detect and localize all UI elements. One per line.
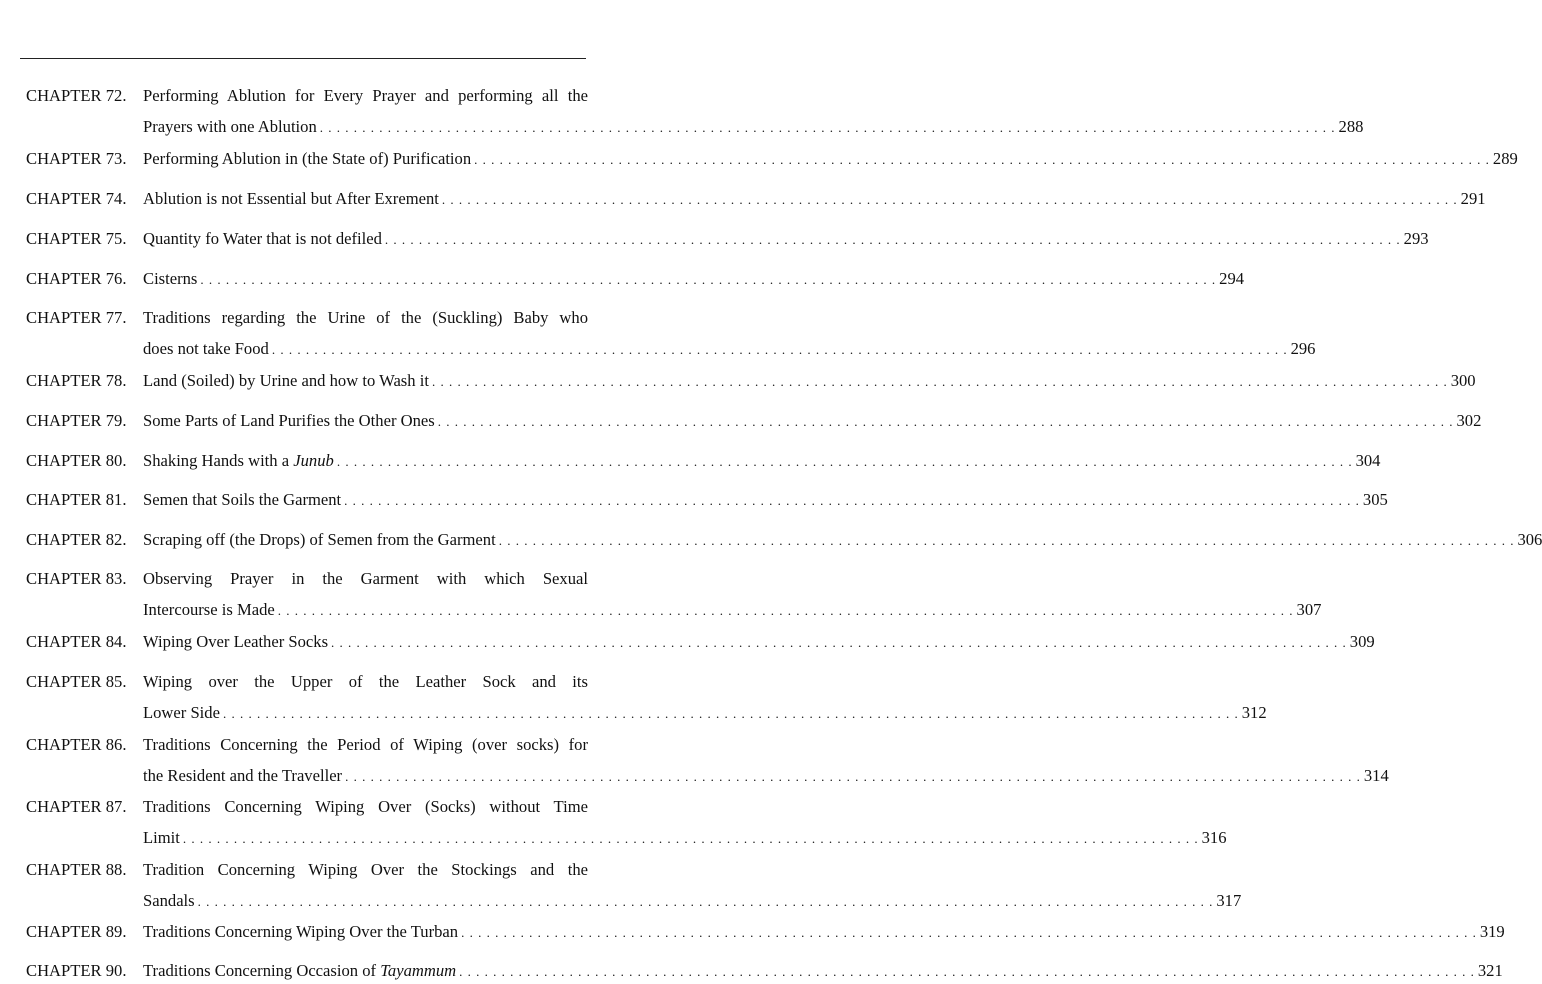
chapter-title-line: Performing Ablution for Every Prayer and performing all the (143, 86, 588, 105)
dot-leader: . . . . . . . . . . . . . . . . . . . . . . . . . . . . . . . . . . . . . . . . . . . . . . . . . . . . . . . . . . . . . . . . . . . . . . . . . . . . . . . . . . . . . . . . . . . . . . . . . . . . . . . . . . . . . . . . . . . . . . . . (459, 964, 1475, 979)
chapter-number: CHAPTER 80. (26, 451, 127, 470)
dot-leader: . . . . . . . . . . . . . . . . . . . . . . . . . . . . . . . . . . . . . . . . . . . . . . . . . . . . . . . . . . . . . . . . . . . . . . . . . . . . . . . . . . . . . . . . . . . . . . . . . . . . . . . . . . . . . . . . . . . . . . . . (345, 769, 1361, 784)
toc-entry[interactable] (26, 449, 1381, 474)
chapter-title: Some Parts of Land Purifies the Other Ones (143, 411, 435, 430)
page-number: 291 (1460, 189, 1486, 208)
dot-leader: . . . . . . . . . . . . . . . . . . . . . . . . . . . . . . . . . . . . . . . . . . . . . . . . . . . . . . . . . . . . . . . . . . . . . . . . . . . . . . . . . . . . . . . . . . . . . . . . . . . . . . . . . . . . . . . . . . . . . . . . (222, 706, 1239, 721)
chapter-title-line: Wiping over the Upper of the Leather Sock and its (143, 672, 588, 691)
toc-entry[interactable] (26, 733, 1389, 789)
chapter-title-block (143, 187, 1486, 212)
chapter-title: Quantity fo Water that is not defiled (143, 229, 382, 248)
toc-entry[interactable] (26, 488, 1388, 513)
dot-leader: . . . . . . . . . . . . . . . . . . . . . . . . . . . . . . . . . . . . . . . . . . . . . . . . . . . . . . . . . . . . . . . . . . . . . . . . . . . . . . . . . . . . . . . . . . . . . . . . . . . . . . . . . . . . . . . . . . . . . . . . (200, 272, 1217, 287)
page-number: 317 (1216, 891, 1242, 910)
chapter-number: CHAPTER 75. (26, 229, 127, 248)
chapter-title-italic: Tayammum (380, 961, 457, 980)
chapter-title: does not take Food (143, 339, 269, 358)
page-number: 312 (1241, 703, 1267, 722)
toc-entry[interactable] (26, 267, 1245, 292)
dot-leader: . . . . . . . . . . . . . . . . . . . . . . . . . . . . . . . . . . . . . . . . . . . . . . . . . . . . . . . . . . . . . . . . . . . . . . . . . . . . . . . . . . . . . . . . . . . . . . . . . . . . . . . . . . . . . . . . . . . . . . . . (344, 493, 1360, 508)
chapter-title: Cisterns (143, 269, 198, 288)
page-number: 314 (1363, 766, 1389, 785)
chapter-number: CHAPTER 77. (26, 308, 127, 327)
chapter-title: Ablution is not Essential but After Exrement (143, 189, 439, 208)
chapter-title-line: Traditions regarding the Urine of the (Suckling) Baby who (143, 308, 588, 327)
chapter-title-block (143, 449, 1381, 474)
chapter-title-block (143, 670, 1267, 726)
top-rule (20, 58, 586, 59)
chapter-title-block (143, 920, 1505, 945)
chapter-title-block (143, 84, 1364, 140)
chapter-title: Traditions Concerning Wiping Over the Turban (143, 922, 459, 941)
chapter-title: Intercourse is Made (143, 600, 275, 619)
page-number: 289 (1492, 149, 1518, 168)
chapter-number: CHAPTER 88. (26, 860, 127, 879)
chapter-number: CHAPTER 76. (26, 269, 127, 288)
chapter-number: CHAPTER 81. (26, 490, 127, 509)
chapter-title-line: Tradition Concerning Wiping Over the Stockings and the (143, 860, 588, 879)
chapter-number: CHAPTER 82. (26, 530, 127, 549)
chapter-title-block (143, 369, 1476, 394)
chapter-title: Scraping off (the Drops) of Semen from the Garment (143, 530, 496, 549)
toc-entry[interactable] (26, 409, 1482, 434)
page-number: 316 (1201, 828, 1227, 847)
chapter-title-block (143, 227, 1429, 252)
chapter-title: Shaking Hands with a (143, 451, 294, 470)
chapter-title: Semen that Soils the Garment (143, 490, 342, 509)
toc-entry[interactable] (26, 187, 1486, 212)
chapter-title-block (143, 306, 1316, 362)
chapter-title-block (143, 488, 1388, 513)
chapter-title-line: Observing Prayer in the Garment with which Sexual (143, 569, 588, 588)
dot-leader: . . . . . . . . . . . . . . . . . . . . . . . . . . . . . . . . . . . . . . . . . . . . . . . . . . . . . . . . . . . . . . . . . . . . . . . . . . . . . . . . . . . . . . . . . . . . . . . . . . . . . . . . . . . . . . . . . . . . . . . . (437, 414, 1454, 429)
chapter-title: Traditions Concerning Occasion of (143, 961, 381, 980)
page-number: 305 (1362, 490, 1388, 509)
dot-leader: . . . . . . . . . . . . . . . . . . . . . . . . . . . . . . . . . . . . . . . . . . . . . . . . . . . . . . . . . . . . . . . . . . . . . . . . . . . . . . . . . . . . . . . . . . . . . . . . . . . . . . . . . . . . . . . . . . . . . . . . (474, 152, 1490, 167)
chapter-title-block (143, 733, 1389, 789)
page-number: 304 (1355, 451, 1381, 470)
dot-leader: . . . . . . . . . . . . . . . . . . . . . . . . . . . . . . . . . . . . . . . . . . . . . . . . . . . . . . . . . . . . . . . . . . . . . . . . . . . . . . . . . . . . . . . . . . . . . . . . . . . . . . . . . . . . . . . . . . . . . . . . (461, 925, 1477, 940)
chapter-title-block (143, 528, 1542, 553)
page-number: 321 (1477, 961, 1503, 980)
page-number: 288 (1338, 117, 1364, 136)
page-number: 300 (1450, 371, 1476, 390)
chapter-number: CHAPTER 90. (26, 961, 127, 980)
dot-leader: . . . . . . . . . . . . . . . . . . . . . . . . . . . . . . . . . . . . . . . . . . . . . . . . . . . . . . . . . . . . . . . . . . . . . . . . . . . . . . . . . . . . . . . . . . . . . . . . . . . . . . . . . . . . . . . . . . . . . . . . (384, 232, 1401, 247)
toc-entry[interactable] (26, 147, 1518, 172)
chapter-number: CHAPTER 87. (26, 797, 127, 816)
toc-entry[interactable] (26, 369, 1476, 394)
toc-entry[interactable] (26, 227, 1429, 252)
toc-entry[interactable] (26, 630, 1375, 655)
chapter-title: Prayers with one Ablution (143, 117, 317, 136)
chapter-number: CHAPTER 74. (26, 189, 127, 208)
chapter-title: Lower Side (143, 703, 220, 722)
toc-entry[interactable] (26, 567, 1322, 623)
chapter-number: CHAPTER 86. (26, 735, 127, 754)
chapter-title: Sandals (143, 891, 195, 910)
page-number: 309 (1349, 632, 1375, 651)
chapter-title-block (143, 630, 1375, 655)
chapter-title-block (143, 858, 1242, 914)
dot-leader: . . . . . . . . . . . . . . . . . . . . . . . . . . . . . . . . . . . . . . . . . . . . . . . . . . . . . . . . . . . . . . . . . . . . . . . . . . . . . . . . . . . . . . . . . . . . . . . . . . . . . . . . . . . . . . . . . . . . . . . . (319, 120, 1336, 135)
chapter-title: Performing Ablution in (the State of) Purification (143, 149, 472, 168)
chapter-title: Land (Soiled) by Urine and how to Wash it (143, 371, 429, 390)
chapter-title-line: Traditions Concerning the Period of Wiping (over socks) for (143, 735, 588, 754)
toc-entry[interactable] (26, 306, 1316, 362)
chapter-title-block (143, 959, 1503, 984)
page-number: 307 (1296, 600, 1322, 619)
page-number: 319 (1479, 922, 1505, 941)
dot-leader: . . . . . . . . . . . . . . . . . . . . . . . . . . . . . . . . . . . . . . . . . . . . . . . . . . . . . . . . . . . . . . . . . . . . . . . . . . . . . . . . . . . . . . . . . . . . . . . . . . . . . . . . . . . . . . . . . . . . . . . . (498, 533, 1515, 548)
chapter-number: CHAPTER 89. (26, 922, 127, 941)
chapter-title-line: Traditions Concerning Wiping Over (Socks) without Time (143, 797, 588, 816)
page-number: 294 (1219, 269, 1245, 288)
chapter-title-block (143, 795, 1227, 851)
chapter-title-block (143, 567, 1322, 623)
page-number: 306 (1517, 530, 1542, 549)
chapter-title: Limit (143, 828, 180, 847)
dot-leader: . . . . . . . . . . . . . . . . . . . . . . . . . . . . . . . . . . . . . . . . . . . . . . . . . . . . . . . . . . . . . . . . . . . . . . . . . . . . . . . . . . . . . . . . . . . . . . . . . . . . . . . . . . . . . . . . . . . . . . . . (271, 342, 1288, 357)
chapter-number: CHAPTER 84. (26, 632, 127, 651)
chapter-title-italic: Junub (293, 451, 334, 470)
toc-entry[interactable] (26, 920, 1505, 945)
dot-leader: . . . . . . . . . . . . . . . . . . . . . . . . . . . . . . . . . . . . . . . . . . . . . . . . . . . . . . . . . . . . . . . . . . . . . . . . . . . . . . . . . . . . . . . . . . . . . . . . . . . . . . . . . . . . . . . . . . . . . . . . (431, 374, 1448, 389)
toc-entry[interactable] (26, 84, 1364, 140)
toc-entry[interactable] (26, 959, 1503, 984)
chapter-title: the Resident and the Traveller (143, 766, 343, 785)
chapter-number: CHAPTER 85. (26, 672, 127, 691)
chapter-title-block (143, 147, 1518, 172)
chapter-title: Wiping Over Leather Socks (143, 632, 329, 651)
chapter-number: CHAPTER 83. (26, 569, 127, 588)
toc-entry[interactable] (26, 858, 1242, 914)
chapter-number: CHAPTER 78. (26, 371, 127, 390)
chapter-title-block (143, 267, 1245, 292)
toc-entry[interactable] (26, 670, 1267, 726)
dot-leader: . . . . . . . . . . . . . . . . . . . . . . . . . . . . . . . . . . . . . . . . . . . . . . . . . . . . . . . . . . . . . . . . . . . . . . . . . . . . . . . . . . . . . . . . . . . . . . . . . . . . . . . . . . . . . . . . . . . . . . . . (441, 192, 1458, 207)
dot-leader: . . . . . . . . . . . . . . . . . . . . . . . . . . . . . . . . . . . . . . . . . . . . . . . . . . . . . . . . . . . . . . . . . . . . . . . . . . . . . . . . . . . . . . . . . . . . . . . . . . . . . . . . . . . . . . . . . . . . . . . . (197, 894, 1214, 909)
dot-leader: . . . . . . . . . . . . . . . . . . . . . . . . . . . . . . . . . . . . . . . . . . . . . . . . . . . . . . . . . . . . . . . . . . . . . . . . . . . . . . . . . . . . . . . . . . . . . . . . . . . . . . . . . . . . . . . . . . . . . . . . (331, 635, 1347, 650)
dot-leader: . . . . . . . . . . . . . . . . . . . . . . . . . . . . . . . . . . . . . . . . . . . . . . . . . . . . . . . . . . . . . . . . . . . . . . . . . . . . . . . . . . . . . . . . . . . . . . . . . . . . . . . . . . . . . . . . . . . . . . . . (277, 603, 1294, 618)
page-number: 302 (1456, 411, 1482, 430)
chapter-number: CHAPTER 73. (26, 149, 127, 168)
page-number: 296 (1290, 339, 1316, 358)
toc-entry[interactable] (26, 528, 1542, 553)
toc-entry[interactable] (26, 795, 1227, 851)
chapter-title-block (143, 409, 1482, 434)
dot-leader: . . . . . . . . . . . . . . . . . . . . . . . . . . . . . . . . . . . . . . . . . . . . . . . . . . . . . . . . . . . . . . . . . . . . . . . . . . . . . . . . . . . . . . . . . . . . . . . . . . . . . . . . . . . . . . . . . . . . . . . . (336, 454, 1353, 469)
dot-leader: . . . . . . . . . . . . . . . . . . . . . . . . . . . . . . . . . . . . . . . . . . . . . . . . . . . . . . . . . . . . . . . . . . . . . . . . . . . . . . . . . . . . . . . . . . . . . . . . . . . . . . . . . . . . . . . . . . . . . . . . (182, 831, 1199, 846)
chapter-number: CHAPTER 79. (26, 411, 127, 430)
page-number: 293 (1403, 229, 1429, 248)
chapter-number: CHAPTER 72. (26, 86, 127, 105)
